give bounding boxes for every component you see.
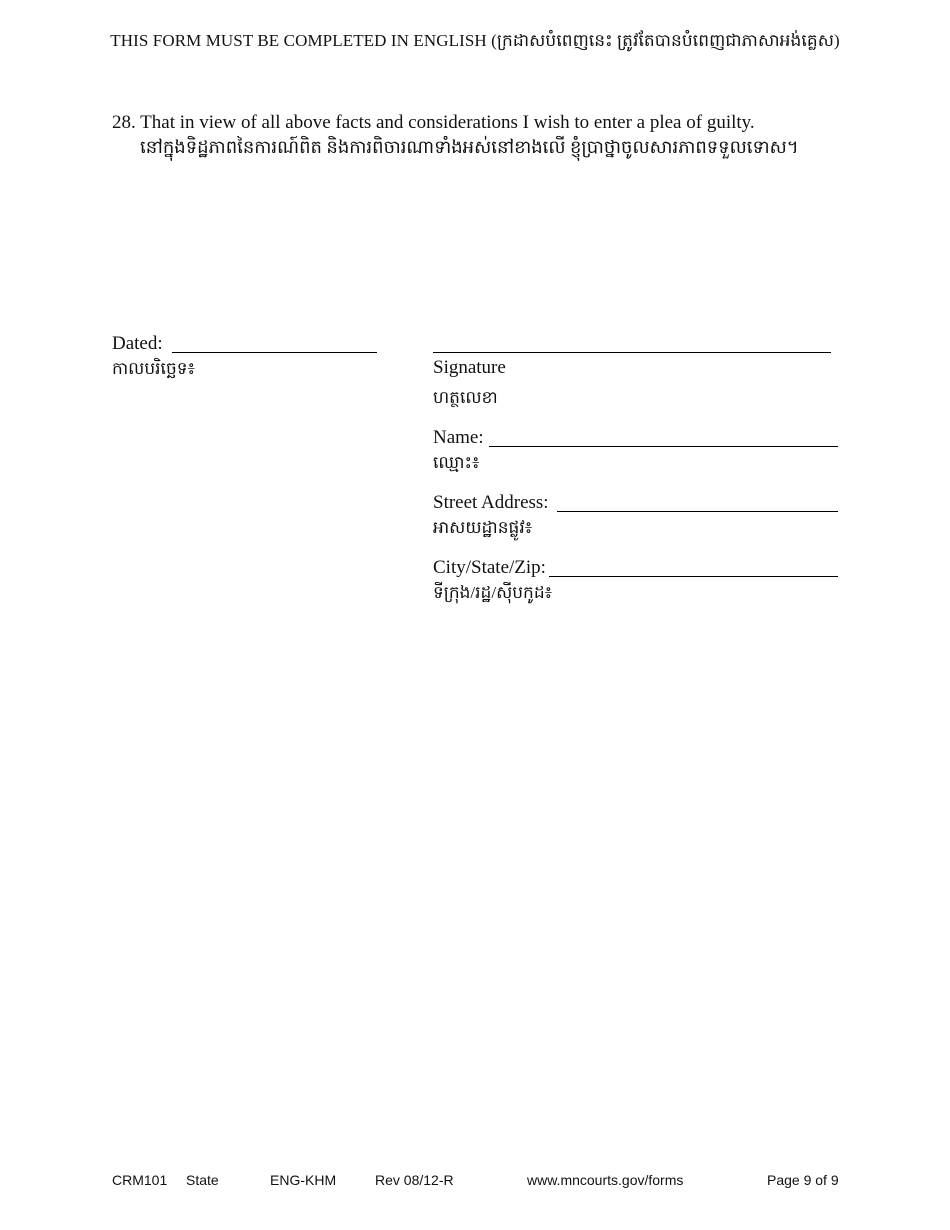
footer-form-code: CRM101 xyxy=(112,1172,168,1188)
name-label: Name: xyxy=(433,427,484,448)
footer-website-link[interactable]: www.mncourts.gov/forms xyxy=(527,1172,684,1188)
item-28-english xyxy=(112,110,799,135)
signature-field[interactable] xyxy=(433,352,831,353)
signature-khmer-label: ហត្ថលេខា xyxy=(433,388,498,407)
item-28-khmer: នៅក្នុងទិដ្ឋភាពនៃការណ៍ពិត និងការពិចារណាទាំងអស់នៅខាងលើ ខ្ញុំប្រាថ្នាចូលសារភាពទទួលទោស។ xyxy=(140,137,799,157)
item-28-text: That in view of all above facts and considerations I wish to enter a plea of guilty. xyxy=(140,112,755,133)
footer-page-number: Page 9 of 9 xyxy=(767,1172,839,1188)
city-state-zip-khmer-label: ទីក្រុង/រដ្ឋ/ស៊ីបកូដ៖ xyxy=(433,583,553,602)
dated-label: Dated: xyxy=(112,333,163,354)
city-state-zip-field[interactable] xyxy=(549,576,838,577)
signature-label: Signature xyxy=(433,357,506,378)
city-state-zip-label: City/State/Zip: xyxy=(433,557,546,578)
item-28-number: 28. xyxy=(112,112,136,133)
footer-language: ENG-KHM xyxy=(270,1172,337,1188)
street-address-field[interactable] xyxy=(557,511,838,512)
item-28 xyxy=(112,110,799,160)
form-language-notice: THIS FORM MUST BE COMPLETED IN ENGLISH (ក្រដាសបំពេញនេះ ត្រូវតែបានបំពេញជាភាសាអង់គ្លេស) xyxy=(110,31,840,50)
name-khmer-label: ឈ្មោះ៖ xyxy=(433,453,480,472)
footer-revision: Rev 08/12-R xyxy=(375,1172,454,1188)
dated-field[interactable] xyxy=(172,352,377,353)
dated-khmer-label: កាលបរិច្ឆេទ៖ xyxy=(112,359,196,378)
name-field[interactable] xyxy=(489,446,838,447)
footer-jurisdiction: State xyxy=(186,1172,219,1188)
street-address-khmer-label: អាសយដ្ឋានផ្លូវ៖ xyxy=(433,518,533,537)
street-address-label: Street Address: xyxy=(433,492,549,513)
